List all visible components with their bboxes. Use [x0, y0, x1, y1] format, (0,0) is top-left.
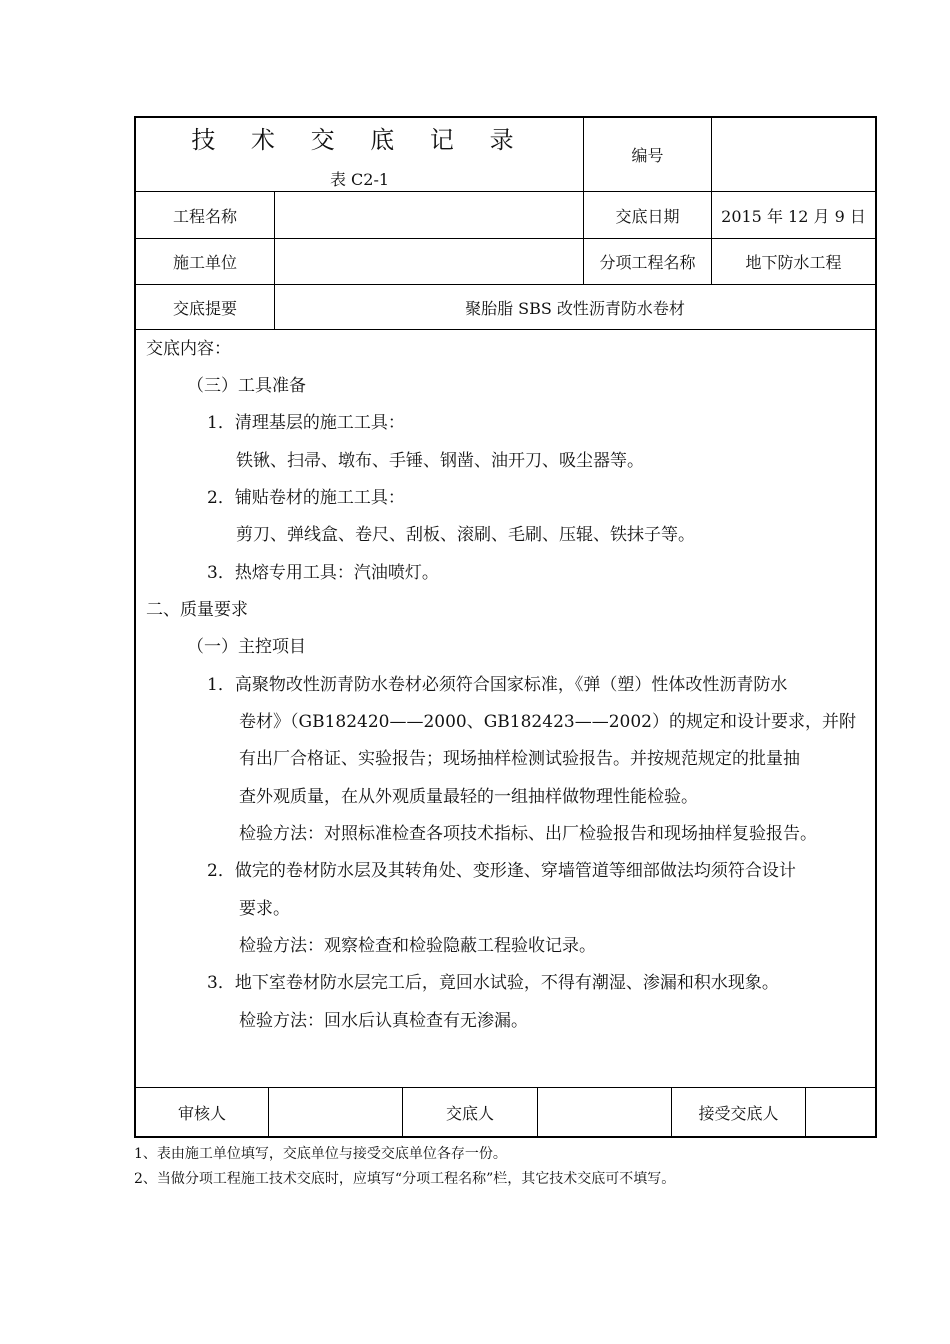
project-name-label: 工程名称 — [172, 206, 237, 226]
footnote: 1、表由施工单位填写，交底单位与接受交底单位各存一份。 — [134, 1146, 507, 1162]
content-line: 铁锹、扫帚、墩布、手锤、钢凿、油开刀、吸尘器等。 — [236, 451, 644, 471]
row-divider — [134, 329, 877, 330]
reviewer-label: 审核人 — [177, 1103, 226, 1123]
content-line: 3．地下室卷材防水层完工后，竟回水试验，不得有潮湿、渗漏和积水现象。 — [207, 973, 779, 993]
content-line: 检验方法：对照标准检查各项技术指标、出厂检验报告和现场抽样复验报告。 — [239, 824, 817, 844]
page-title: 技 术 交 底 记 录 — [191, 125, 528, 154]
content-heading: 交底内容： — [146, 339, 231, 359]
content-line: 二、质量要求 — [146, 600, 248, 620]
content-line: 要求。 — [239, 899, 290, 919]
content-line: 检验方法：回水后认真检查有无渗漏。 — [239, 1011, 528, 1031]
content-line: 2．做完的卷材防水层及其转角处、变形逢、穿墙管道等细部做法均须符合设计 — [207, 861, 796, 881]
summary-field[interactable]: 聚胎脂 SBS 改性沥青防水卷材 — [465, 298, 685, 318]
discloser-field[interactable] — [538, 1088, 671, 1136]
reviewer-field[interactable] — [269, 1088, 402, 1136]
date-field[interactable]: 2015 年 12 月 9 日 — [721, 206, 866, 226]
summary-label: 交底提要 — [172, 298, 237, 318]
content-line: 查外观质量，在从外观质量最轻的一组抽样做物理性能检验。 — [239, 787, 698, 807]
form-code: 表 C2-1 — [329, 169, 390, 189]
content-line: 卷材》（GB182420——2000、GB182423——2002）的规定和设计要求，并附 — [239, 712, 856, 732]
content-line: 3．热熔专用工具：汽油喷灯。 — [207, 563, 439, 583]
date-label: 交底日期 — [615, 206, 680, 226]
content-line: 1．清理基层的施工工具： — [207, 413, 405, 433]
number-label: 编号 — [631, 146, 664, 165]
receiver-field[interactable] — [806, 1088, 875, 1136]
content-line: 检验方法：观察检查和检验隐蔽工程验收记录。 — [239, 936, 596, 956]
number-field[interactable] — [712, 118, 875, 191]
contractor-field[interactable] — [275, 239, 583, 284]
content-line: （一）主控项目 — [187, 637, 306, 657]
contractor-label: 施工单位 — [172, 253, 237, 272]
content-line: 2．铺贴卷材的施工工具： — [207, 488, 405, 508]
content-line: 有出厂合格证、实验报告；现场抽样检测试验报告。并按规范规定的批量抽 — [239, 749, 800, 769]
content-line: 剪刀、弹线盒、卷尺、刮板、滚刷、毛刷、压辊、铁抹子等。 — [236, 525, 695, 545]
footnote: 2、当做分项工程施工技术交底时，应填写“分项工程名称”栏，其它技术交底可不填写。 — [134, 1171, 676, 1187]
sub-project-field[interactable]: 地下防水工程 — [745, 253, 842, 272]
sub-project-label: 分项工程名称 — [599, 253, 696, 272]
discloser-label: 交底人 — [445, 1103, 494, 1123]
receiver-label: 接受交底人 — [698, 1103, 779, 1123]
project-name-field[interactable] — [275, 192, 583, 238]
content-line: （三）工具准备 — [187, 376, 306, 396]
content-line: 1．高聚物改性沥青防水卷材必须符合国家标准，《弹（塑）性体改性沥青防水 — [207, 675, 788, 695]
